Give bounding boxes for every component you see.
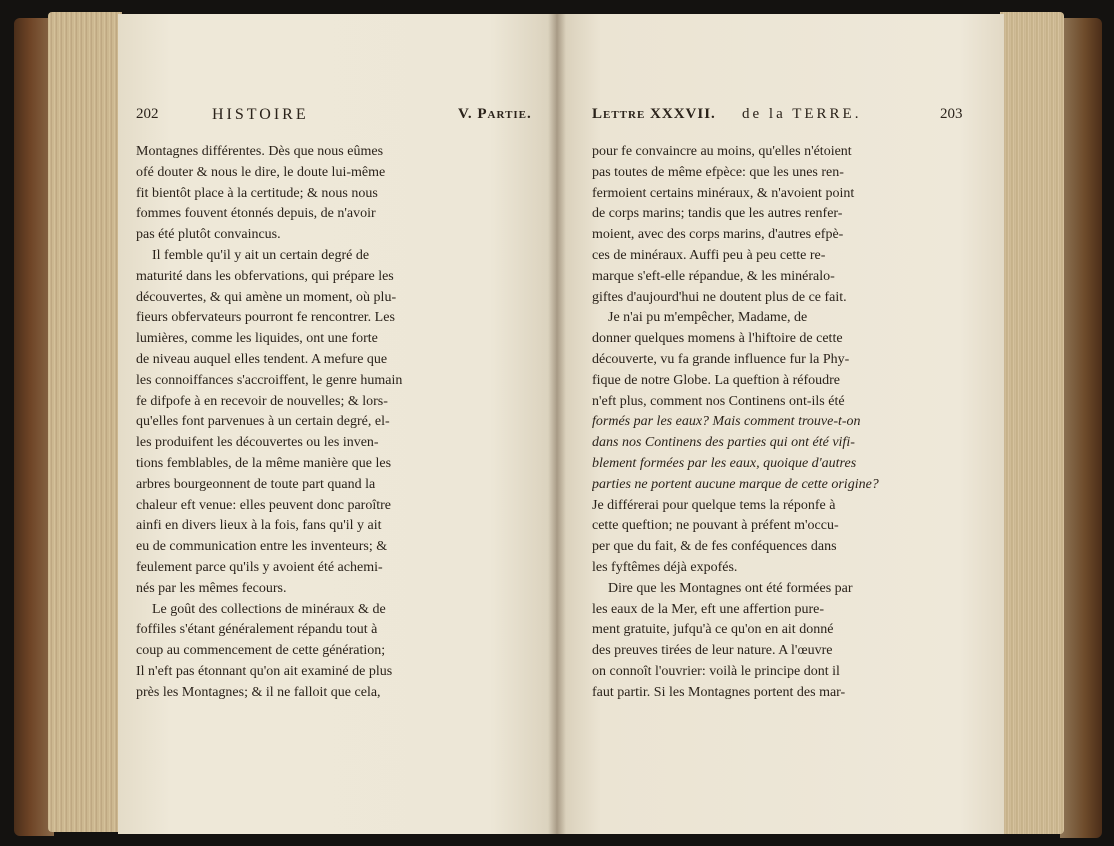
page-edges-left	[48, 12, 122, 832]
text-line: les fyftêmes déjà expofés.	[592, 559, 738, 575]
text-line: Dire que les Montagnes ont été formées par	[608, 580, 853, 596]
text-line: coup au commencement de cette génération;	[136, 643, 386, 659]
text-line: ofé douter & nous le dire, le doute lui-même	[136, 164, 386, 180]
text-line: les connoiffances s'accroiffent, le genre humain	[136, 372, 403, 388]
text-line: les eaux de la Mer, eft une affertion pure-	[592, 601, 825, 617]
right-page	[556, 14, 1004, 834]
text-line: nés par les mêmes fecours.	[136, 580, 287, 596]
text-line: Montagnes différentes. Dès que nous eûmes	[136, 144, 384, 159]
text-line: Il femble qu'il y ait un certain degré de	[152, 247, 370, 263]
text-line: fit bientôt place à la certitude; & nous nous	[136, 185, 378, 201]
text-line: de corps marins; tandis que les autres renfer-	[592, 206, 843, 222]
text-line: n'eft plus, comment nos Continens ont-ils été	[592, 393, 845, 409]
text-line: arbres bourgeonnent de toute part quand la	[136, 476, 376, 492]
text-line: per que du fait, & de fes conféquences dans	[592, 539, 837, 555]
text-line: foffiles s'étant généralement répandu tout à	[136, 622, 378, 638]
text-line: marque s'eft-elle répandue, & les minéralo-	[592, 268, 835, 284]
text-line: tions femblables, de la même manière que les	[136, 455, 392, 471]
text-line: Il n'eft pas étonnant qu'on ait examiné de plus	[136, 663, 393, 679]
text-line: de niveau auquel elles tendent. A mefure que	[136, 351, 388, 367]
text-line: fermoient certains minéraux, & n'avoient point	[592, 185, 855, 201]
section-label: Lettre XXXVII.	[592, 106, 716, 122]
text-line: ainfi en divers lieux à la fois, fans qu'il y ait	[136, 518, 382, 534]
running-title: de la TERRE.	[742, 106, 862, 122]
text-line: faut partir. Si les Montagnes portent des mar-	[592, 684, 846, 700]
text-line: lumières, comme les liquides, ont une forte	[136, 331, 378, 347]
text-line: chaleur eft venue: elles peuvent donc paroître	[136, 497, 391, 513]
text-line: pas été plutôt convaincus.	[136, 227, 281, 243]
left-page	[118, 14, 556, 834]
text-line: découverte, vu fa grande influence fur la Phy-	[592, 351, 850, 367]
text-line: des preuves tirées de leur nature. A l'œuvre	[592, 643, 833, 659]
text-line: découvertes, & qui amène un moment, où plu-	[136, 289, 397, 305]
book-gutter	[548, 14, 566, 834]
text-line: maturité dans les obfervations, qui prépare les	[136, 268, 394, 284]
text-line: dans nos Continens des parties qui ont été vifi-	[592, 435, 855, 451]
text-line: blement formées par les eaux, quoique d'autres	[592, 455, 857, 471]
running-title: HISTOIRE	[212, 106, 309, 123]
right-page-header	[592, 106, 988, 128]
text-line: ment gratuite, jufqu'à ce qu'on en ait donné	[592, 622, 834, 638]
text-line: giftes d'aujourd'hui ne doutent plus de ce fait.	[592, 289, 847, 305]
text-line: qu'elles font parvenues à un certain degré, el-	[136, 414, 390, 430]
text-line: fieurs obfervateurs pourront fe rencontrer. Les	[136, 310, 395, 326]
right-page-body	[592, 142, 988, 704]
text-line: les produifent les découvertes ou les inven-	[136, 435, 379, 451]
text-line: moient, avec des corps marins, d'autres efpè-	[592, 227, 844, 243]
left-page-header	[136, 106, 546, 128]
text-line: on connoît l'ouvrier: voilà le principe dont il	[592, 663, 840, 679]
text-line: près les Montagnes; & il ne falloit que cela,	[136, 684, 381, 700]
text-line: pas toutes de même efpèce: que les unes ren-	[592, 164, 844, 180]
text-line: Je n'ai pu m'empêcher, Madame, de	[608, 310, 808, 326]
text-line: feulement parce qu'ils y avoient été achemi-	[136, 559, 383, 575]
text-line: donner quelques momens à l'hiftoire de cette	[592, 331, 843, 347]
text-line: ces de minéraux. Auffi peu à peu cette re-	[592, 247, 826, 263]
text-line: parties ne portent aucune marque de cette origine?	[592, 476, 879, 492]
book-cover-right	[1060, 18, 1102, 838]
page-number: 203	[940, 106, 963, 122]
text-line: cette queftion; ne pouvant à préfent m'occu-	[592, 518, 839, 534]
text-line: fe difpofe à en recevoir de nouvelles; & lors-	[136, 393, 388, 409]
text-line: Le goût des collections de minéraux & de	[152, 601, 386, 617]
text-line: Je différerai pour quelque tems la réponfe à	[592, 497, 836, 513]
text-line: eu de communication entre les inventeurs; &	[136, 539, 388, 555]
left-page-body	[136, 142, 548, 704]
page-edges-right	[1000, 12, 1064, 834]
section-label: V. Partie.	[458, 106, 532, 122]
text-line: pour fe convaincre au moins, qu'elles n'étoient	[592, 144, 852, 159]
page-number: 202	[136, 106, 159, 122]
text-line: fommes fouvent étonnés depuis, de n'avoir	[136, 206, 376, 222]
text-line: formés par les eaux? Mais comment trouve-t-on	[592, 414, 861, 430]
text-line: fique de notre Globe. La queftion à réfoudre	[592, 372, 841, 388]
